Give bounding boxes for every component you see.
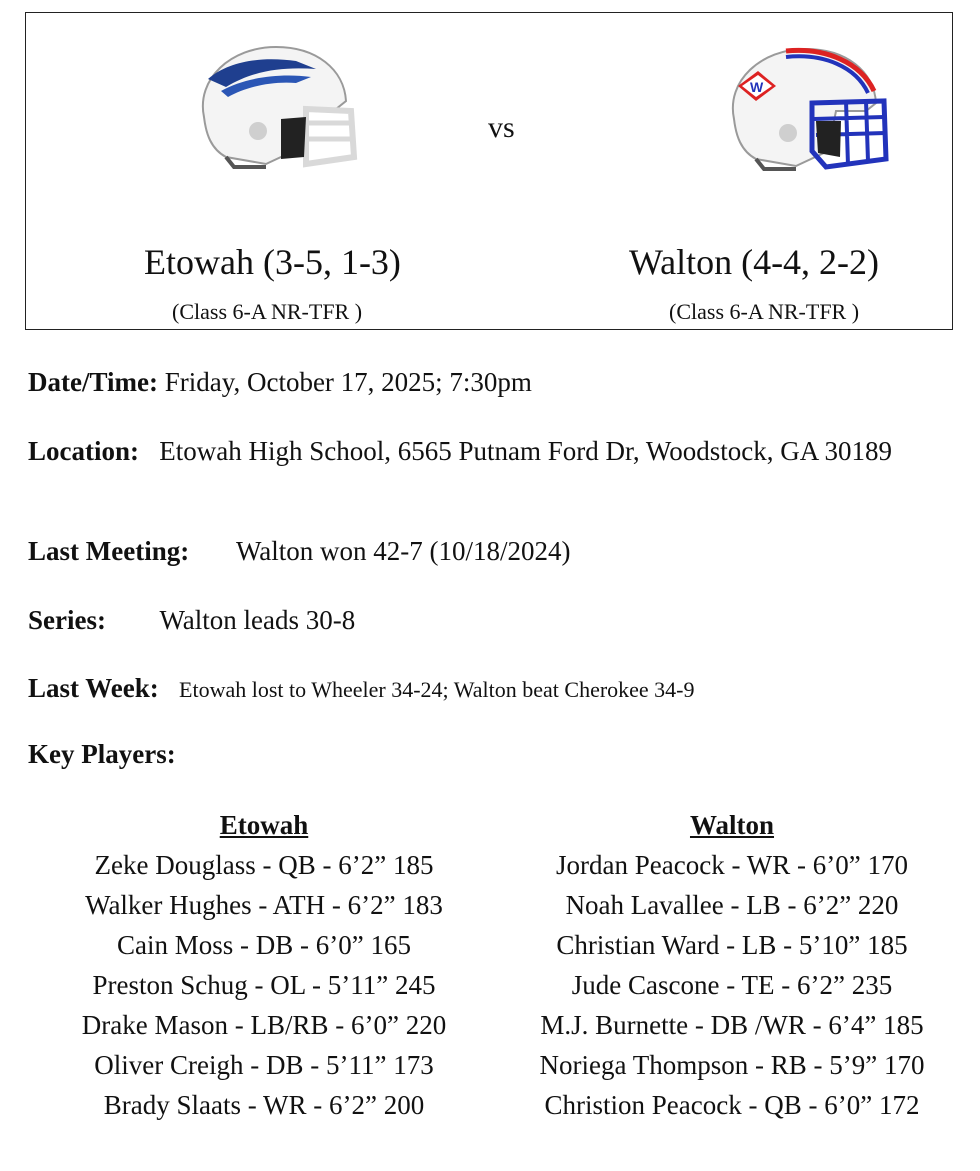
last-week-value: Etowah lost to Wheeler 34-24; Walton beat Cherokee 34-9 bbox=[179, 677, 695, 702]
location-label: Location: bbox=[28, 436, 139, 466]
last-meeting-row bbox=[28, 534, 928, 568]
away-team-class: (Class 6-A NR-TFR ) bbox=[669, 299, 860, 324]
matchup-box bbox=[25, 12, 953, 330]
player-row: Noriega Thompson - RB - 5’9” 170 bbox=[539, 1050, 925, 1080]
player-row: Drake Mason - LB/RB - 6’0” 220 bbox=[81, 1010, 447, 1040]
etowah-roster bbox=[40, 810, 488, 1125]
datetime-value: Friday, October 17, 2025; 7:30pm bbox=[164, 367, 532, 397]
series-value: Walton leads 30-8 bbox=[159, 605, 356, 635]
player-row: Walker Hughes - ATH - 6’2” 183 bbox=[85, 890, 443, 920]
vs-label: vs bbox=[488, 111, 515, 144]
player-row: Cain Moss - DB - 6’0” 165 bbox=[117, 930, 411, 960]
key-players-row bbox=[28, 737, 928, 771]
walton-roster bbox=[500, 810, 964, 1125]
player-row: Jude Cascone - TE - 6’2” 235 bbox=[571, 970, 893, 1000]
etowah-roster-heading: Etowah bbox=[219, 810, 309, 840]
player-row: Preston Schug - OL - 5’11” 245 bbox=[92, 970, 436, 1000]
player-row: Christian Ward - LB - 5’10” 185 bbox=[556, 930, 908, 960]
last-week-row bbox=[28, 671, 928, 707]
player-row: Brady Slaats - WR - 6’2” 200 bbox=[103, 1090, 425, 1120]
last-week-label: Last Week: bbox=[28, 673, 159, 703]
series-label: Series: bbox=[28, 605, 106, 635]
home-team-class: (Class 6-A NR-TFR ) bbox=[172, 299, 363, 324]
datetime-label: Date/Time: bbox=[28, 367, 158, 397]
series-row bbox=[28, 603, 928, 637]
last-meeting-value: Walton won 42-7 (10/18/2024) bbox=[235, 536, 571, 566]
datetime-row bbox=[28, 365, 928, 399]
last-meeting-label: Last Meeting: bbox=[28, 536, 190, 566]
home-team-name: Etowah (3-5, 1-3) bbox=[144, 242, 401, 282]
location-row bbox=[28, 434, 928, 468]
player-row: Zeke Douglass - QB - 6’2” 185 bbox=[94, 850, 434, 880]
walton-roster-heading: Walton bbox=[689, 810, 775, 840]
player-row: Oliver Creigh - DB - 5’11” 173 bbox=[94, 1050, 434, 1080]
away-team-name: Walton (4-4, 2-2) bbox=[629, 242, 880, 282]
player-row: Noah Lavallee - LB - 6’2” 220 bbox=[565, 890, 899, 920]
svg-text:W: W bbox=[750, 79, 764, 95]
key-players-label: Key Players: bbox=[28, 739, 176, 769]
player-row: Christion Peacock - QB - 6’0” 172 bbox=[544, 1090, 920, 1120]
player-row: M.J. Burnette - DB /WR - 6’4” 185 bbox=[540, 1010, 924, 1040]
etowah-helmet-icon bbox=[186, 39, 361, 174]
player-row: Jordan Peacock - WR - 6’0” 170 bbox=[556, 850, 908, 880]
location-value: Etowah High School, 6565 Putnam Ford Dr, Woodstock, GA 30189 bbox=[159, 436, 892, 466]
walton-helmet-icon bbox=[716, 41, 891, 176]
